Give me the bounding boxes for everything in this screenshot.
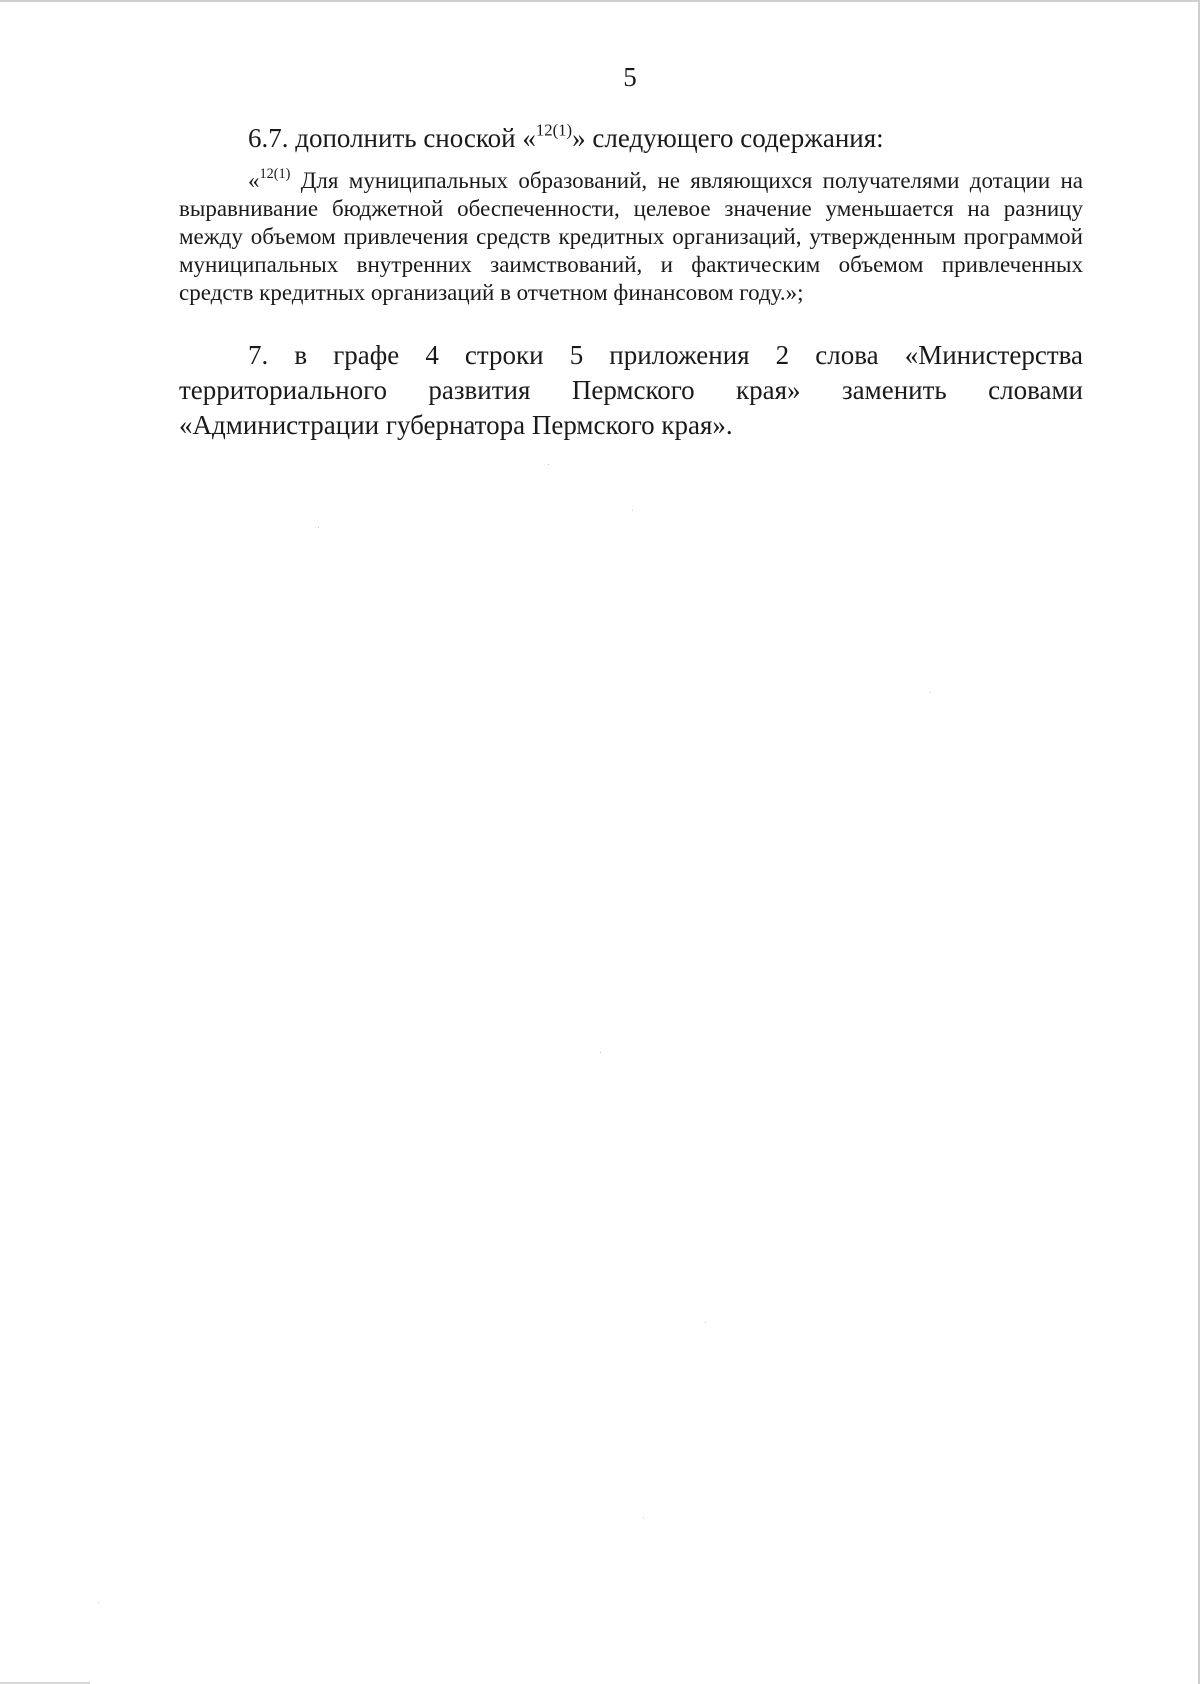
page-number: 5 <box>623 62 637 92</box>
scan-speck <box>643 1517 644 1518</box>
footnote-ref: 12(1) <box>259 166 291 183</box>
item-6-7-paragraph <box>248 122 1088 154</box>
item-7-paragraph: 7. в графе 4 строки 5 приложения 2 слова «Министерства территориального развития Пермского края» заменить словами «Администрации губернатора Пермского края». <box>179 340 1083 440</box>
footnote-open-quote: « <box>248 168 260 193</box>
scan-speck <box>600 1052 601 1053</box>
item-6-7-footnote-ref: 12(1) <box>535 120 573 140</box>
scan-speck <box>705 1322 706 1323</box>
scan-speck <box>930 692 931 693</box>
footnote-paragraph <box>179 167 1083 307</box>
scan-speck <box>98 1602 99 1603</box>
scan-speck <box>632 510 633 511</box>
scan-speck <box>318 527 319 528</box>
scan-speck <box>548 464 549 465</box>
footnote-text: Для муниципальных образований, не являющихся получателями дотации на выравнивание бюджетной обеспеченности, целевое значение уменьшается на разницу между объемом привлечения средств кредитных организаций, утвержденным программой муниципальных внутренних заимствований, и фактическим объемом привлеченных средств кредитных организаций в отчетном финансовом году.»; <box>179 168 1083 305</box>
item-6-7-prefix: 6.7. дополнить сноской « <box>248 123 536 153</box>
item-6-7-suffix: » следующего содержания: <box>572 123 884 153</box>
